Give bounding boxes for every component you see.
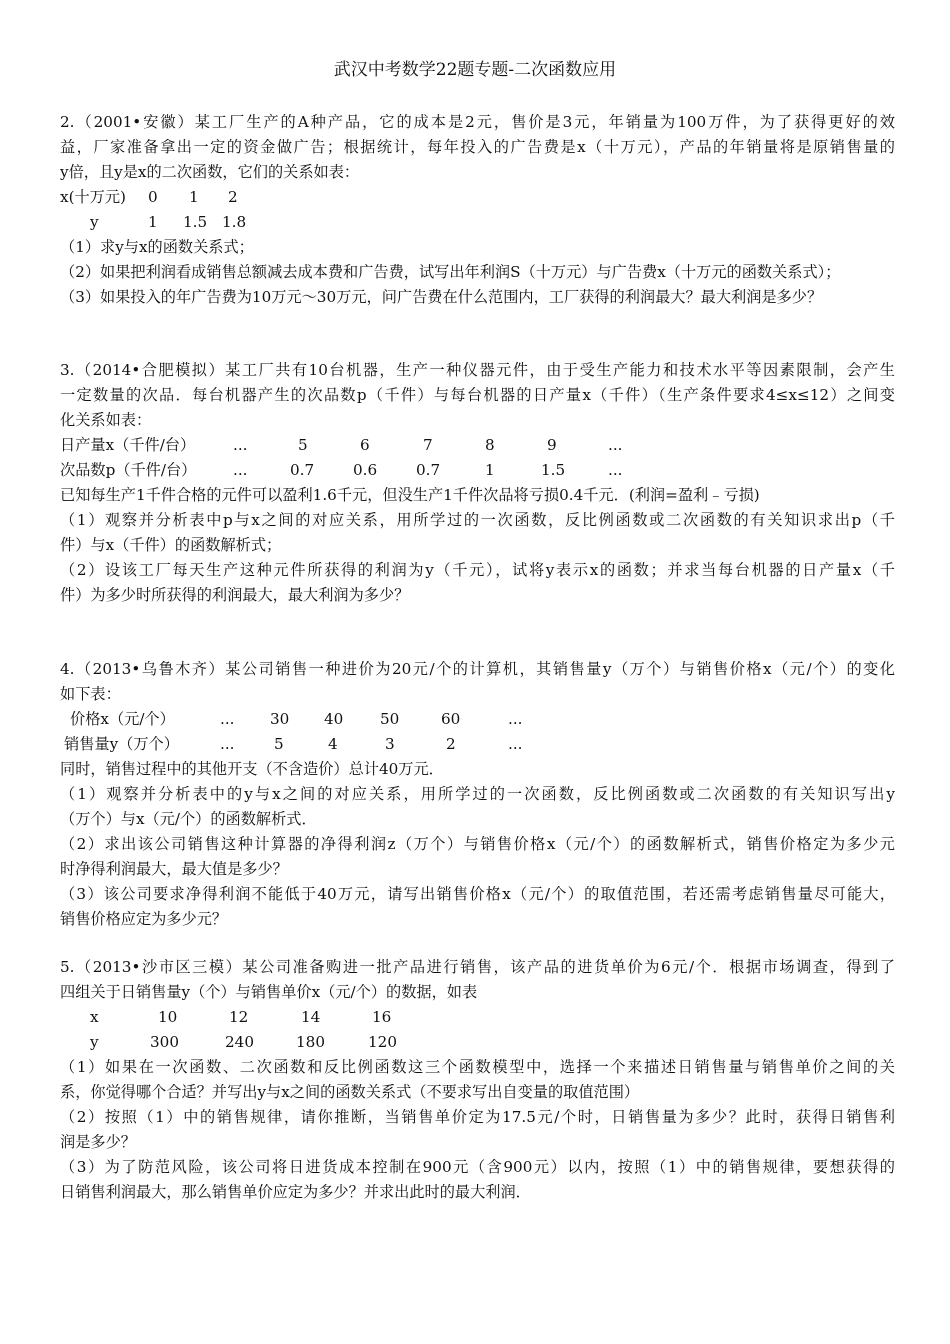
table-cell: x(十万元) [60, 188, 126, 206]
problem-2-question-2: （2）如果把利润看成销售总额减去成本费和广告费，试写出年利润S（十万元）与广告费x（十万元的函数关系式）； [60, 263, 841, 281]
problem-5-question-3a: （3）为了防范风险，该公司将日进货成本控制在900元（含900元）以内，按照（1）中的销售规律，要想获得的 [60, 1158, 895, 1176]
table-cell: ... [608, 461, 623, 479]
table-cell: 40 [324, 710, 344, 728]
problem-3-question-2b: 件）为多少时所获得的利润最大，最大利润为多少？ [60, 586, 410, 604]
problem-3-line-3: 化关系如表： [60, 411, 152, 429]
problem-4-note: 同时，销售过程中的其他开支（不含造价）总计40万元． [60, 760, 444, 778]
table-cell: 7 [423, 436, 433, 454]
problem-3-line-1: 3.（2014•合肥模拟）某工厂共有10台机器，生产一种仪器元件，由于受生产能力和技术水平等因素限制，会产生 [60, 361, 895, 379]
problem-2-line-2: 益，厂家准备拿出一定的资金做广告；根据统计，每年投入的广告费是x（十万元），产品的年销量将是原销售量的 [60, 138, 895, 156]
problem-4-question-2a: （2）求出该公司销售这种计算器的净得利润z（万个）与销售价格x（元/个）的函数解析式，销售价格定为多少元 [60, 835, 895, 853]
table-cell: 3 [385, 735, 395, 753]
table-cell: 6 [360, 436, 370, 454]
table-cell: y [90, 1033, 99, 1051]
table-cell: 50 [380, 710, 400, 728]
problem-4-question-1a: （1）观察并分析表中的y与x之间的对应关系，用所学过的一次函数，反比例函数或二次函数的有关知识写出y [60, 785, 895, 803]
problem-4-question-1b: （万个）与x（元/个）的函数解析式． [60, 810, 317, 828]
problem-5-question-1a: （1）如果在一次函数、二次函数和反比例函数这三个函数模型中，选择一个来描述日销售量与销售单价之间的关 [60, 1058, 895, 1076]
problem-5-question-1b: 系，你觉得哪个合适？并写出y与x之间的函数关系式（不要求写出自变量的取值范围） [60, 1083, 640, 1101]
problem-4-line-1: 4.（2013•乌鲁木齐）某公司销售一种进价为20元/个的计算机，其销售量y（万个）与销售价格x（元/个）的变化 [60, 660, 895, 678]
problem-4-question-3a: （3）该公司要求净得利润不能低于40万元，请写出销售价格x（元/个）的取值范围，若还需考虑销售量尽可能大， [60, 885, 895, 903]
table-cell: ... [508, 710, 523, 728]
problem-2-question-1: （1）求y与x的函数关系式； [60, 238, 254, 256]
table-cell: 16 [372, 1008, 392, 1026]
table-cell: 1.8 [222, 213, 247, 231]
table-cell: 12 [229, 1008, 249, 1026]
table-cell: 0 [148, 188, 158, 206]
table-cell: 价格x（元/个） [70, 710, 175, 728]
table-cell: 9 [547, 436, 557, 454]
table-cell: 120 [368, 1033, 397, 1051]
table-cell: 10 [158, 1008, 178, 1026]
table-cell: 4 [328, 735, 338, 753]
table-cell: 1 [189, 188, 199, 206]
table-cell: 日产量x（千件/台） [60, 436, 196, 454]
table-cell: 5 [298, 436, 308, 454]
table-cell: 2 [446, 735, 456, 753]
table-cell: ... [233, 436, 248, 454]
table-cell: 0.6 [353, 461, 378, 479]
table-cell: 销售量y（万个） [64, 735, 179, 753]
table-cell: 8 [485, 436, 495, 454]
table-cell: 1 [148, 213, 158, 231]
table-cell: ... [233, 461, 248, 479]
table-cell: 180 [296, 1033, 325, 1051]
problem-5-question-2a: （2）按照（1）中的销售规律，请你推断，当销售单价定为17.5元/个时，日销售量为多少？此时，获得日销售利 [60, 1108, 895, 1126]
problem-3-question-2a: （2）设该工厂每天生产这种元件所获得的利润为y（千元），试将y表示x的函数；并求当每台机器的日产量x（千 [60, 561, 895, 579]
problem-3-line-2: 一定数量的次品．每台机器产生的次品数p（千件）与每台机器的日产量x（千件）（生产条件要求4≤x≤12）之间变 [60, 386, 895, 404]
problem-5-line-1: 5.（2013•沙市区三模）某公司准备购进一批产品进行销售，该产品的进货单价为6元/个．根据市场调查，得到了 [60, 958, 895, 976]
problem-4-question-2b: 时净得利润最大，最大值是多少？ [60, 860, 288, 878]
document-title: 武汉中考数学22题专题-二次函数应用 [333, 60, 617, 80]
table-cell: 0.7 [290, 461, 315, 479]
problem-5-question-2b: 润是多少？ [60, 1133, 136, 1151]
table-cell: x [90, 1008, 99, 1026]
table-cell: ... [220, 735, 235, 753]
problem-5-line-2: 四组关于日销售量y（个）与销售单价x（元/个）的数据，如表 [60, 983, 478, 1001]
table-cell: y [90, 213, 99, 231]
table-cell: 30 [270, 710, 290, 728]
table-cell: 1 [485, 461, 495, 479]
table-cell: ... [608, 436, 623, 454]
table-cell: 0.7 [416, 461, 441, 479]
problem-2-question-3: （3）如果投入的年广告费为10万元～30万元，问广告费在什么范围内，工厂获得的利润最大？最大利润是多少？ [60, 288, 823, 306]
table-cell: 2 [228, 188, 238, 206]
table-cell: 300 [150, 1033, 179, 1051]
table-cell: 次品数p（千件/台） [60, 461, 197, 479]
table-cell: 60 [441, 710, 461, 728]
problem-2-line-1: 2.（2001•安徽）某工厂生产的A种产品，它的成本是2元，售价是3元，年销量为100万件，为了获得更好的效 [60, 113, 895, 131]
problem-5-question-3b: 日销售利润最大，那么销售单价应定为多少？并求出此时的最大利润． [60, 1183, 531, 1201]
table-cell: 5 [274, 735, 284, 753]
table-cell: 14 [301, 1008, 321, 1026]
problem-4-question-3b: 销售价格应定为多少元？ [60, 910, 228, 928]
table-cell: 1.5 [541, 461, 566, 479]
table-cell: ... [508, 735, 523, 753]
problem-4-line-2: 如下表： [60, 685, 121, 703]
problem-3-question-1b: 件）与x（千件）的函数解析式； [60, 536, 282, 554]
problem-3-note: 已知每生产1千件合格的元件可以盈利1.6千元，但没生产1千件次品将亏损0.4千元．(利润=盈利﹣亏损) [60, 486, 760, 504]
table-cell: 1.5 [183, 213, 208, 231]
problem-3-question-1a: （1）观察并分析表中p与x之间的对应关系，用所学过的一次函数，反比例函数或二次函数的有关知识求出p（千 [60, 511, 895, 529]
problem-2-line-3: y倍，且y是x的二次函数，它们的关系如表： [60, 163, 360, 181]
table-cell: 240 [225, 1033, 254, 1051]
table-cell: ... [220, 710, 235, 728]
